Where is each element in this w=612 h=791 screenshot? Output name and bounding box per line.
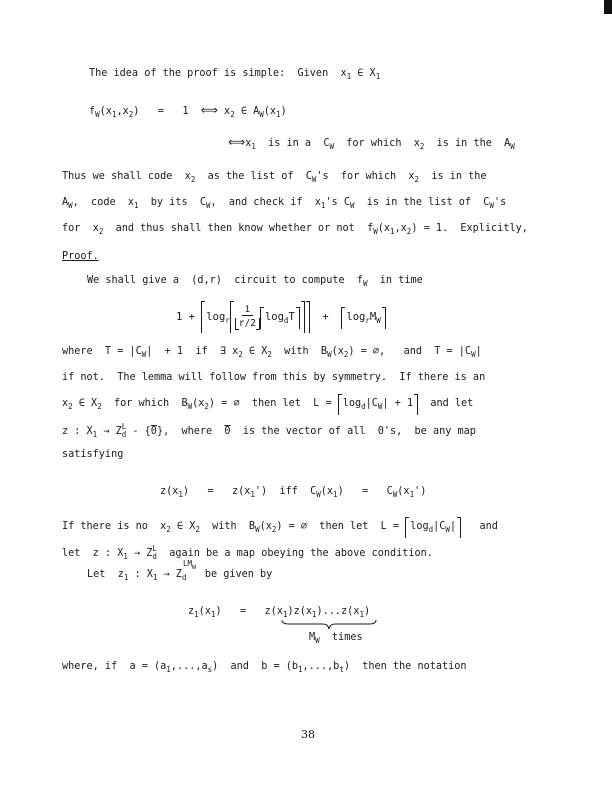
last-line: where, if $a = (a_1,...,a_s)$ and $b = (b_1,...,b_t)$ then the notation: [62, 661, 467, 674]
ceiling-outer: $\log_r$ $\frac{1}{r/2}$ $\log_dT$: [201, 305, 309, 329]
proof-label: Proof.: [62, 251, 99, 262]
para4-superscript-LM: $LM_W$: [183, 559, 196, 571]
underbrace: [281, 619, 377, 631]
para4-line-2: let z : $X_1 \to Z$ L d again be a map obeying the above condition.: [62, 544, 433, 561]
para3-line-4: z : $X_1 \to Z$ L d - {0}, where 0 is the vector of all 0's, be any map: [62, 422, 476, 439]
para3-line-3: $x_2$ ∈ $X_2$ for which $B_W(x_2)$ = ∅ then let $L = \log_d|C_W| + 1$ and let: [62, 398, 474, 411]
scan-corner-mark: [604, 0, 612, 14]
ceiling-inner: $\log_dT$: [260, 311, 300, 325]
intro-line: The idea of the proof is simple: Given $x_1$ ∈ $X_1$: [89, 68, 381, 81]
para1-line-3: for $x_2$ and thus shall then know whether or not $f_W(x_1,x_2) = 1$. Explicitly,: [62, 223, 528, 236]
para4-line-4: Let $z_1$ : $X_1 \to Z_d$ be given by: [87, 569, 273, 582]
para1-line-2: $A_W$, code $x_1$ by its $C_W$, and check if $x_1's$ $C_W$ is in the list of $C_W's$: [62, 197, 507, 210]
ceiling-middle: [230, 305, 305, 329]
para3-line-5: satisfying: [62, 449, 124, 460]
formula-time: $1 + \log_r$ $\frac{1}{r/2}$ $\log_dT + \log_rM_W$: [176, 305, 386, 329]
para2-line-1: We shall give a (d,r) circuit to compute $f_W$ in time: [87, 275, 423, 288]
formula-z1: $z_1(x_1) = z(x_1)z(x_1)...z(x_1)$: [188, 606, 371, 619]
ceiling-L: $\log_d|C_W| + 1$: [338, 398, 418, 411]
para1-line-1: Thus we shall code $x_2$ as the list of $C_W's$ for which $x_2$ is in the: [62, 171, 487, 184]
para4-line-1: If there is no $x_2$ ∈ $X_2$ with $B_W(x_2)$ = ∅ then let $L = \log_d|C_W|$ and: [62, 521, 498, 534]
page-number: 38: [301, 728, 315, 741]
ceiling-L2: $\log_d|C_W|$: [405, 521, 461, 534]
para3-line-1: where $T = |C_W| + 1$ if ∃ $x_2$ ∈ $X_2$ with $B_W(x_2)$ = ∅, and $T = |C_W|$: [62, 346, 482, 359]
ceiling-logM: $\log_rM_W$: [341, 311, 385, 325]
equivalence-line-2: $⟺x_1$ is in a $C_W$ for which $x_2$ is in the $A_W$: [228, 135, 515, 151]
underbrace-label: $M_W$ times: [309, 632, 363, 645]
fraction: $\frac{1}{r/2}$: [235, 305, 260, 329]
equivalence-line-1: $f_W(x_1,x_2) = 1$ ⟺ $x_2$ ∈ $A_W(x_1)$: [89, 103, 287, 119]
para3-line-2: if not. The lemma will follow from this by symmetry. If there is an: [62, 372, 486, 383]
formula-z: $z(x_1) = z(x_1')$ iff $C_W(x_1) = C_W(x_1')$: [160, 486, 427, 499]
